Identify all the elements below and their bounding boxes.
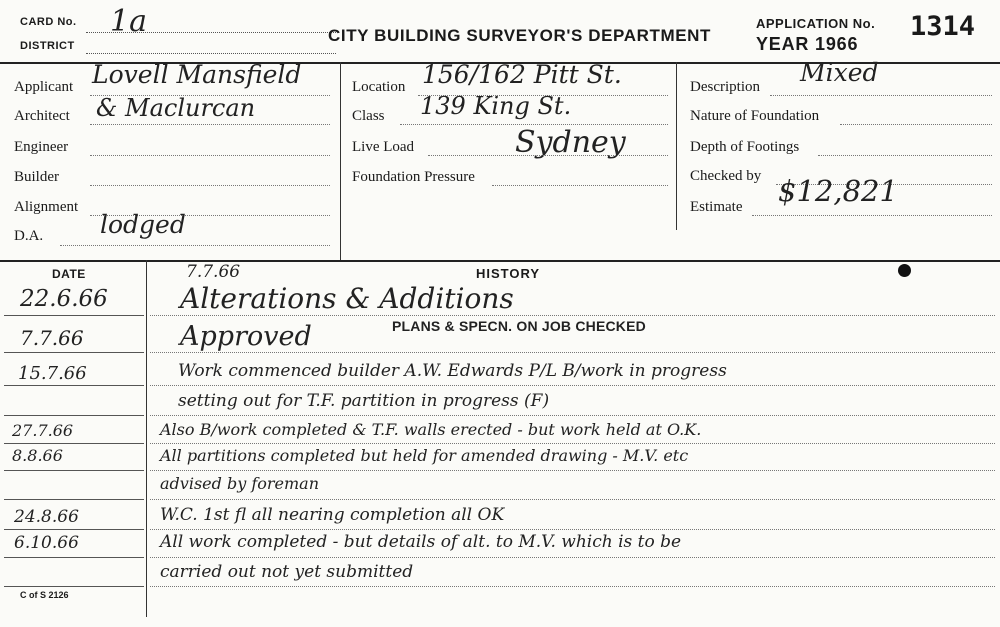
history-entry: advised by foreman — [160, 474, 319, 493]
history-header: HISTORY — [476, 266, 541, 281]
history-date-line — [4, 352, 144, 353]
history-entry-line — [150, 352, 995, 353]
history-date-line — [4, 385, 144, 386]
live-load-line — [428, 155, 668, 156]
description-value: Mixed — [800, 58, 879, 87]
district-line — [86, 53, 336, 54]
year-label: YEAR 1966 — [756, 34, 859, 54]
history-entry: All work completed - but details of alt. to M.V. which is to be — [160, 532, 682, 552]
applicant-value: Lovell Mansfield — [92, 60, 302, 89]
history-entry: Approved — [180, 321, 312, 352]
class-value: 139 King St. — [420, 92, 572, 120]
class-label: Class — [352, 108, 385, 124]
estimate-label: Estimate — [690, 199, 743, 215]
history-date-line — [4, 470, 144, 471]
plans-checked-stamp: PLANS & SPECN. ON JOB CHECKED — [392, 318, 646, 334]
builder-line — [90, 185, 330, 186]
district-label: DISTRICT — [20, 40, 75, 52]
history-entry: All partitions completed but held for amended drawing - M.V. etc — [160, 446, 689, 465]
foundation-pressure-label: Foundation Pressure — [352, 169, 475, 185]
alignment-label: Alignment — [14, 199, 79, 215]
card-no-value: 1a — [110, 4, 147, 39]
date-header: DATE — [52, 267, 86, 281]
history-date: 8.8.66 — [12, 446, 63, 465]
history-date-line — [4, 315, 144, 316]
depth-of-footings-line — [818, 155, 992, 156]
punch-hole — [898, 264, 911, 277]
history-entry-line — [150, 529, 995, 530]
da-label: D.A. — [14, 228, 44, 244]
location-label: Location — [352, 79, 406, 95]
divider-right — [676, 62, 677, 230]
history-entry: Also B/work completed & T.F. walls erected - but work held at O.K. — [160, 420, 702, 439]
history-entry-line — [150, 557, 995, 558]
history-entry-line — [150, 470, 995, 471]
history-top-rule — [0, 260, 1000, 262]
live-load-label: Live Load — [352, 139, 415, 155]
history-date-line — [4, 557, 144, 558]
history-date: 24.8.66 — [14, 507, 79, 527]
history-date-line — [4, 499, 144, 500]
location-value: 156/162 Pitt St. — [422, 60, 622, 89]
form-code: C of S 2126 — [20, 590, 69, 600]
history-entry: Work commenced builder A.W. Edwards P/L B/work in progress — [178, 361, 727, 381]
history-date: 7.7.66 — [20, 326, 84, 350]
application-no-value: 1314 — [910, 11, 976, 42]
history-entry: carried out not yet submitted — [160, 562, 414, 582]
engineer-label: Engineer — [14, 139, 69, 155]
department-title: CITY BUILDING SURVEYOR'S DEPARTMENT — [328, 26, 712, 45]
history-entry: W.C. 1st fl all nearing completion all OK — [160, 505, 505, 525]
history-date: 15.7.66 — [18, 363, 87, 384]
history-entry-line — [150, 315, 995, 316]
history-date: 6.10.66 — [14, 533, 79, 553]
estimate-value: $12,821 — [778, 174, 898, 208]
history-date-line — [4, 529, 144, 530]
card-no-label: CARD No. — [20, 16, 77, 28]
applicant-label: Applicant — [14, 79, 74, 95]
history-date: 27.7.66 — [12, 421, 74, 440]
live-load-value: Sydney — [515, 125, 626, 160]
history-date-divider — [146, 260, 147, 617]
builder-label: Builder — [14, 169, 59, 185]
architect-label: Architect — [14, 108, 70, 124]
history-entry-line — [150, 385, 995, 386]
da-value: lodged — [100, 210, 186, 239]
history-date-line — [4, 443, 144, 444]
divider-left — [340, 62, 341, 260]
history-entry-line — [150, 586, 995, 587]
card-no-line — [86, 32, 336, 33]
history-entry: Alterations & Additions — [180, 282, 514, 315]
history-date-line — [4, 415, 144, 416]
history-date-line — [4, 586, 144, 587]
description-label: Description — [690, 79, 760, 95]
estimate-line — [752, 215, 992, 216]
architect-line — [90, 124, 330, 125]
history-entry-line — [150, 415, 995, 416]
history-date: 22.6.66 — [20, 286, 108, 312]
history-entry: setting out for T.F. partition in progress (F) — [178, 391, 550, 411]
application-no-label: APPLICATION No. — [756, 16, 876, 31]
checked-by-label: Checked by — [690, 168, 762, 184]
depth-of-footings-label: Depth of Footings — [690, 139, 800, 155]
foundation-pressure-line — [492, 185, 668, 186]
description-line — [770, 95, 992, 96]
history-header-note: 7.7.66 — [186, 262, 241, 282]
history-entry-line — [150, 499, 995, 500]
engineer-line — [90, 155, 330, 156]
history-entry-line — [150, 443, 995, 444]
nature-of-foundation-line — [840, 124, 992, 125]
da-line — [60, 245, 330, 246]
nature-of-foundation-label: Nature of Foundation — [690, 108, 820, 124]
architect-value: & Maclurcan — [96, 94, 256, 122]
